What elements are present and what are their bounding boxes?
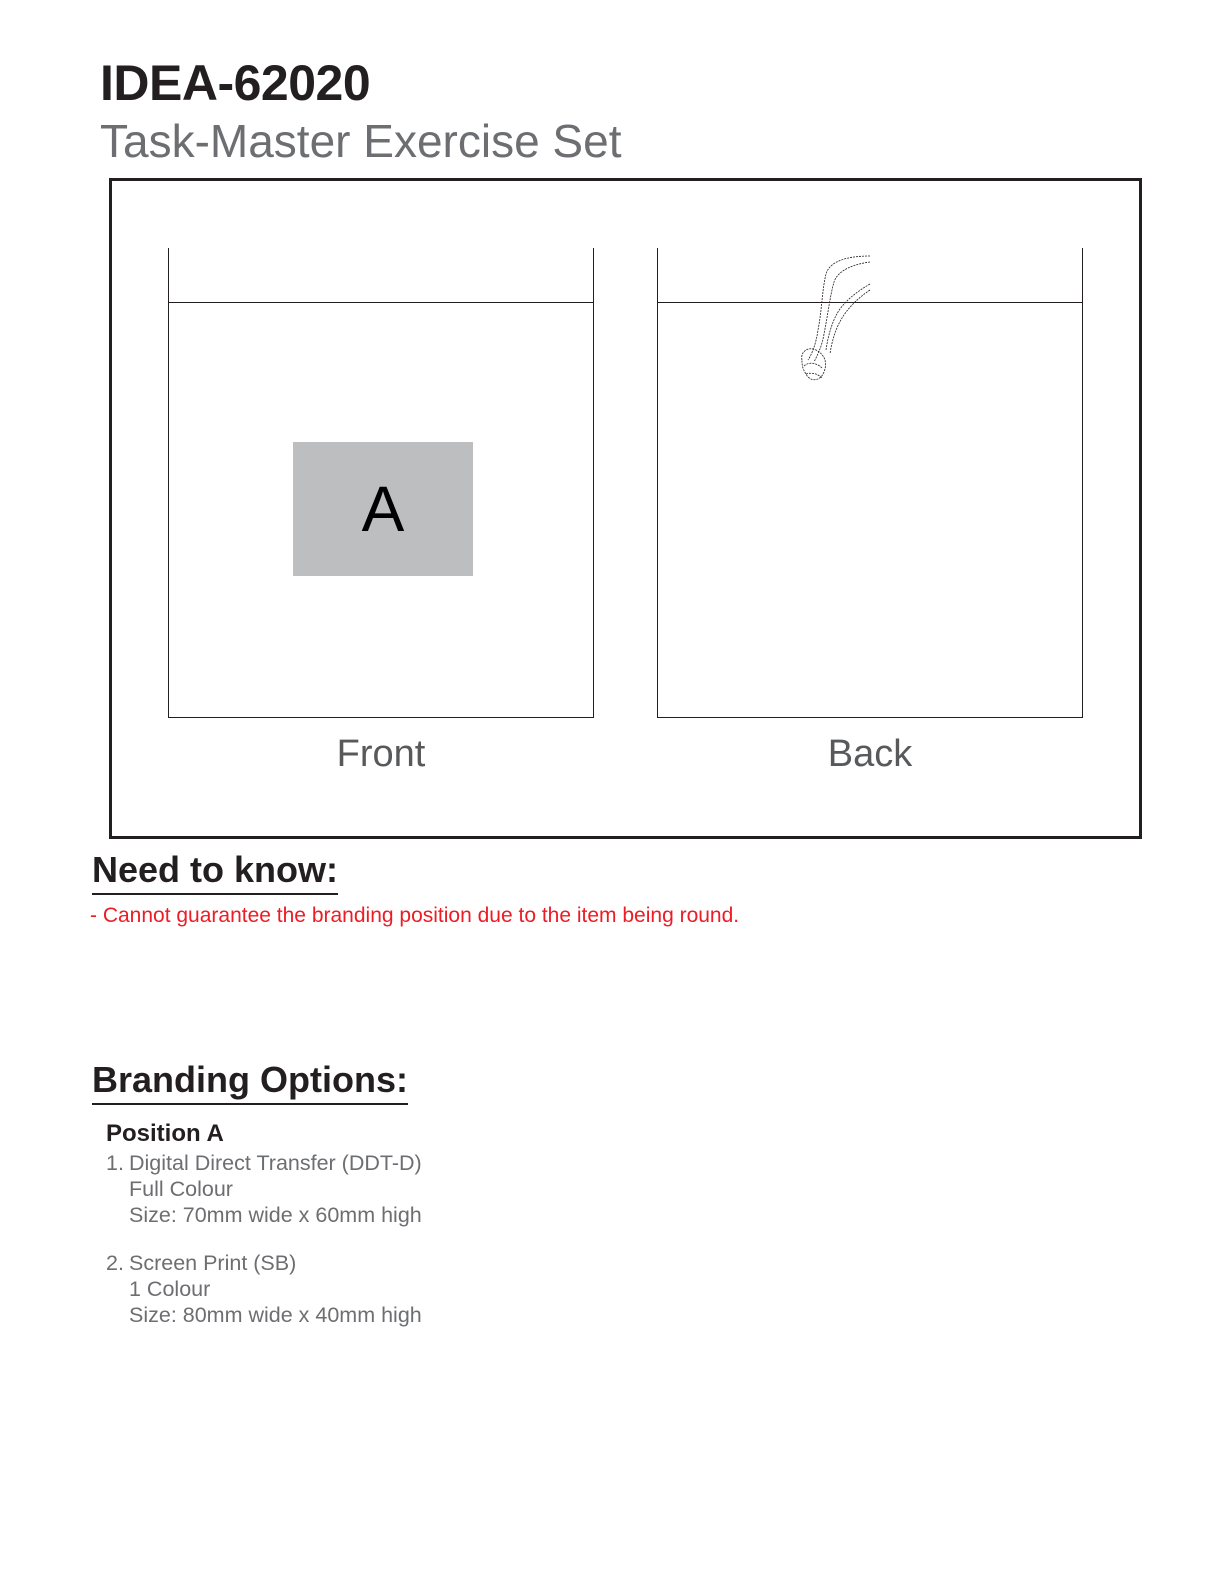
option-method: Screen Print (SB) xyxy=(129,1251,297,1275)
back-view xyxy=(657,248,1083,718)
branding-options-heading: Branding Options: xyxy=(92,1062,408,1105)
option-number: 2. xyxy=(106,1251,124,1275)
front-view xyxy=(168,248,594,718)
need-to-know-heading: Need to know: xyxy=(92,852,338,895)
product-name: Task-Master Exercise Set xyxy=(100,115,622,167)
product-code: IDEA-62020 xyxy=(100,55,371,111)
lid-line xyxy=(169,302,593,303)
option-method: Digital Direct Transfer (DDT-D) xyxy=(129,1151,422,1175)
back-label: Back xyxy=(827,733,913,775)
option-colour: 1 Colour xyxy=(129,1277,211,1301)
option-size: Size: 80mm wide x 40mm high xyxy=(129,1303,422,1327)
strap-icon xyxy=(788,248,878,398)
option-number: 1. xyxy=(106,1151,124,1175)
front-label: Front xyxy=(336,733,426,775)
product-diagram-frame xyxy=(109,178,1142,839)
position-title: Position A xyxy=(106,1120,224,1147)
print-area-a: A xyxy=(293,442,473,576)
option-colour: Full Colour xyxy=(129,1177,233,1201)
option-size: Size: 70mm wide x 60mm high xyxy=(129,1203,422,1227)
branding-note: - Cannot guarantee the branding position due to the item being round. xyxy=(90,904,740,927)
